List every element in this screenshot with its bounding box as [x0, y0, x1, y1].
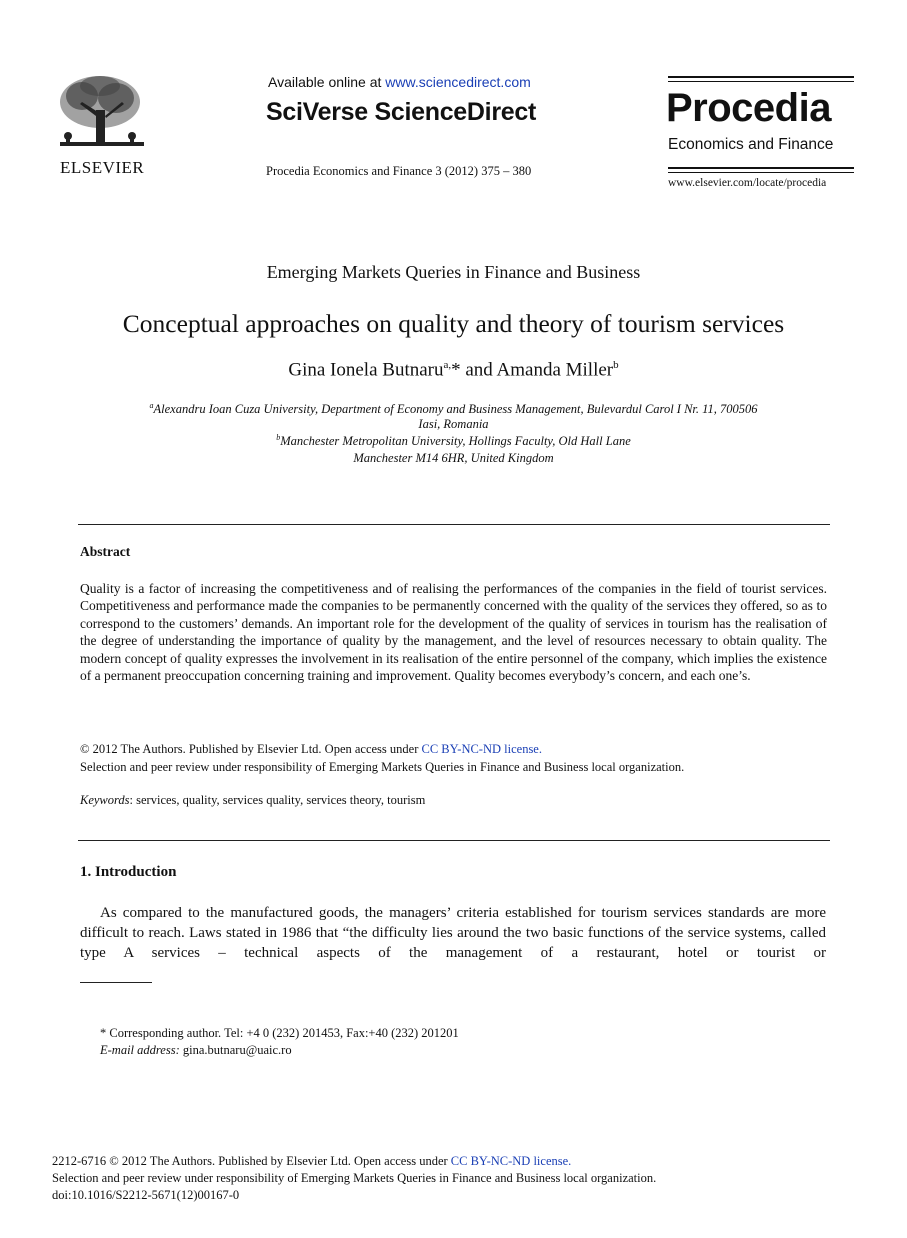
copyright-text: © 2012 The Authors. Published by Elsevier Ltd. Open access under	[80, 742, 422, 756]
issn-text: 2212-6716 © 2012 The Authors. Published by Elsevier Ltd. Open access under	[52, 1154, 451, 1168]
author-line	[0, 359, 907, 381]
author-1-affiliation: a,	[443, 359, 452, 371]
author-1: Gina Ionela Butnaru	[288, 359, 444, 381]
journal-reference: Procedia Economics and Finance 3 (2012) 375 – 380	[266, 164, 532, 178]
keywords-list: : services, quality, services quality, services theory, tourism	[129, 793, 426, 807]
affiliation-b-line1: Manchester Metropolitan University, Hollings Faculty, Old Hall Lane	[280, 434, 631, 449]
procedia-bottom-rule	[668, 167, 854, 169]
section-heading: 1. Introduction	[80, 864, 177, 880]
footnote-rule	[80, 982, 152, 983]
footer-license-link[interactable]: CC BY-NC-ND license.	[450, 1154, 572, 1168]
affiliation-a	[0, 401, 907, 417]
affiliation-a-line1: Alexandru Ioan Cuza University, Department of Economy and Business Management, Bulevardul Carol I Nr. 11, 700506	[153, 402, 758, 417]
conference-name: Emerging Markets Queries in Finance and Business	[266, 262, 641, 282]
abstract-heading: Abstract	[80, 544, 131, 559]
keywords-label: Keywords	[80, 793, 130, 807]
email-note	[100, 1043, 292, 1058]
journal-subtitle: Economics and Finance	[668, 136, 834, 153]
journal-url[interactable]: www.elsevier.com/locate/procedia	[668, 177, 827, 189]
abstract-bottom-rule	[78, 840, 830, 841]
elsevier-tree-logo	[52, 72, 152, 158]
author-join: and	[460, 359, 497, 381]
journal-brand: Procedia	[666, 86, 831, 130]
procedia-top-rule	[668, 76, 854, 78]
available-online-line	[268, 74, 531, 90]
publisher-logo-text: ELSEVIER	[60, 158, 145, 177]
available-prefix: Available online at	[268, 74, 386, 90]
email-label: E-mail address:	[100, 1043, 180, 1057]
affiliation-b-label: b	[276, 433, 281, 442]
paper-title: Conceptual approaches on quality and theory of tourism services	[122, 309, 785, 338]
affiliation-b	[0, 433, 907, 449]
corresponding-mark: *	[451, 359, 461, 381]
affiliation-b-line2: Manchester M14 6HR, United Kingdom	[353, 451, 554, 465]
author-2: Amanda Miller	[496, 359, 614, 381]
keywords-line	[80, 793, 425, 808]
doi-line[interactable]: doi:10.1016/S2212-5671(12)00167-0	[52, 1188, 240, 1202]
email-address[interactable]: gina.butnaru@uaic.ro	[179, 1043, 292, 1057]
license-link[interactable]: CC BY-NC-ND license.	[421, 742, 542, 756]
introduction-paragraph: As compared to the manufactured goods, the managers’ criteria established for tourism services standards are more difficult to reach. Laws stated in 1986 that “the difficulty lies around the two basic functions of the service systems, called type A services – technical aspects of the management of a restaurant, hotel or tourist or	[80, 905, 826, 961]
platform-name: SciVerse ScienceDirect	[266, 98, 536, 126]
footer-peer-review: Selection and peer review under responsibility of Emerging Markets Queries in Finance and Business local organization.	[52, 1171, 657, 1185]
peer-review-note: Selection and peer review under responsibility of Emerging Markets Queries in Finance and Business local organization.	[80, 760, 685, 774]
procedia-bottom-rule-thin	[668, 172, 854, 173]
affiliation-a-line2: Iasi, Romania	[418, 417, 489, 431]
copyright-line	[80, 742, 542, 757]
sciencedirect-link[interactable]: www.sciencedirect.com	[385, 74, 531, 90]
abstract-top-rule	[78, 524, 830, 525]
affiliation-a-label: a	[149, 401, 154, 410]
procedia-top-rule-thin	[668, 81, 854, 82]
author-2-affiliation: b	[613, 359, 619, 371]
corresponding-author-note: * Corresponding author. Tel: +4 0 (232) 201453, Fax:+40 (232) 201201	[100, 1026, 459, 1040]
issn-line	[52, 1154, 571, 1169]
abstract-text: Quality is a factor of increasing the competitiveness and of realising the performances of the companies in the field of tourist services. Competitiveness and performance made the companies to be permanently concerned with the quality of the services they offered, so as to correspond to the customers’ demands. An important role for the development of the quality of services in tourism has the realisation of the degree of understanding the importance of quality by the management, and the level of resources necessary to obtain quality. The modern concept of quality expresses the involvement in its realisation of the entire personnel of the company, which implies the existence of a permanent preoccupation concerning training and improvement. Quality becomes everybody’s concern, and each one’s.	[80, 581, 827, 684]
